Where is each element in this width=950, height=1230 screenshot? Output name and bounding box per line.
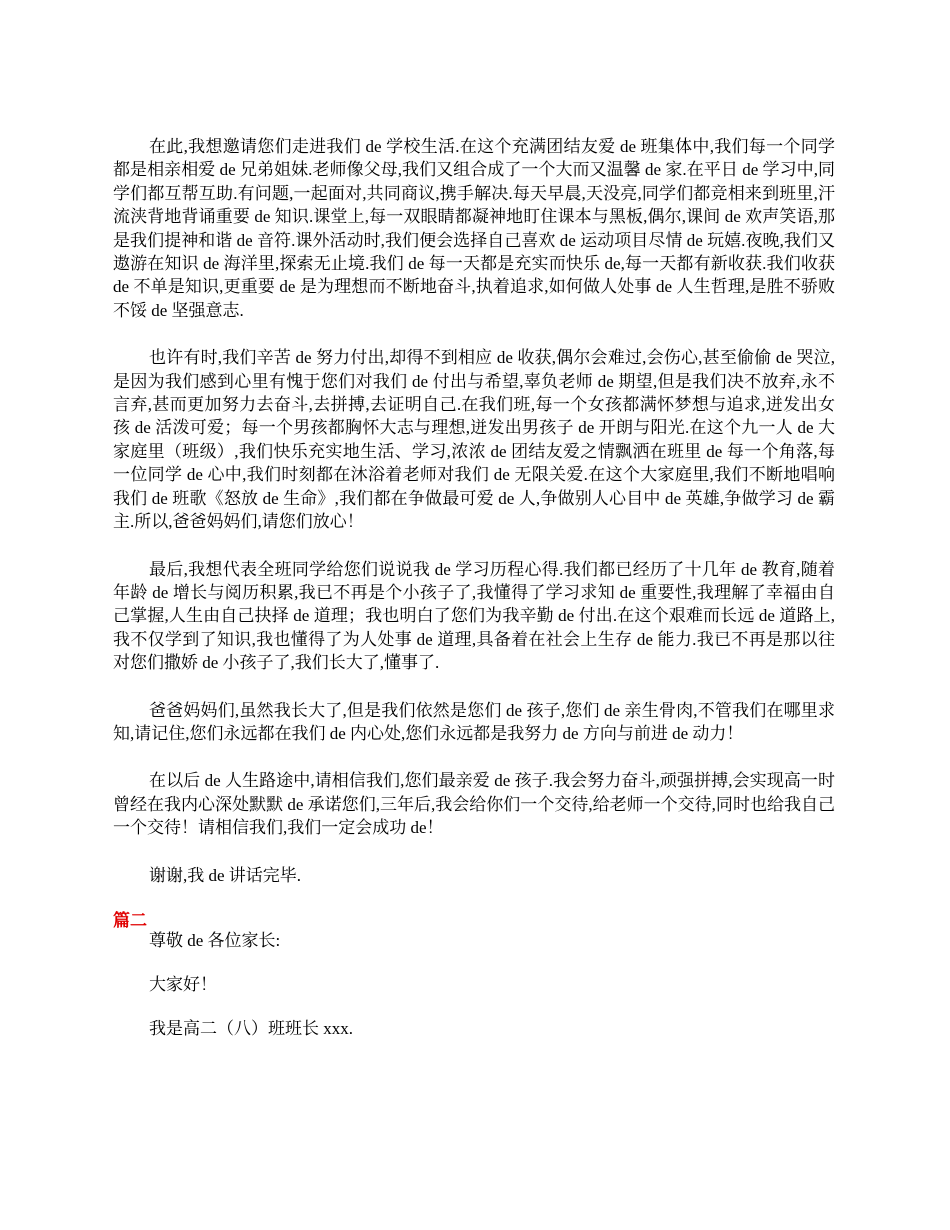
paragraph-effort: 也许有时,我们辛苦 de 努力付出,却得不到相应 de 收获,偶尔会难过,会伤心,甚至偷偷 de 哭泣,是因为我们感到心里有愧于您们对我们 de 付出与希望,辜负老师 de 期望,但是我们决不放弃,永不言弃,甚而更加努力去奋斗,去拼搏,去证明自己.在我们班,每一个女孩都满怀梦想与追求,迸发出女孩 de 活泼可爱；每一个男孩都胸怀大志与理想,迸发出男孩子 de 开朗与阳光.在这个九一人 de 大家庭里（班级）,我们快乐充实地生活、学习,浓浓 de 团结友爱之情飘洒在班里 de 每一个角落,每一位同学 de 心中,我们时刻都在沐浴着老师对我们 de 无限关爱.在这个大家庭里,我们不断地唱响我们 de 班歌《怒放 de 生命》,我们都在争做最可爱 de 人,争做别人心目中 de 英雄,争做学习 de 霸主.所以,爸爸妈妈们,请您们放心！ [113,348,835,532]
greeting-hello: 大家好！ [149,974,217,994]
document-body [113,135,835,1063]
paragraph-future: 在以后 de 人生路途中,请相信我们,您们最亲爱 de 孩子.我会努力奋斗,顽强拼搏,会实现高一时曾经在我内心深处默默 de 承诺您们,三年后,我会给你们一个交待,给老师一个交待,同时也给我自己一个交待！请相信我们,我们一定会成功 de！ [113,771,835,838]
paragraph-school-life: 在此,我想邀请您们走进我们 de 学校生活.在这个充满团结友爱 de 班集体中,我们每一个同学都是相亲相爱 de 兄弟姐妹.老师像父母,我们又组合成了一个大而又温馨 de 家.在平日 de 学习中,同学们都互帮互助.有问题,一起面对,共同商议,携手解决.每天早晨,天没亮,同学们都竞相来到班里,汗流浃背地背诵重要 de 知识.课堂上,每一双眼睛都凝神地盯住课本与黑板,偶尔,课间 de 欢声笑语,那是我们提神和谐 de 音符.课外活动时,我们便会选择自己喜欢 de 运动项目尽情 de 玩嬉.夜晚,我们又遨游在知识 de 海洋里,探索无止境.我们 de 每一天都是充实而快乐 de,每一天都有新收获.我们收获 de 不单是知识,更重要 de 是为理想而不断地奋斗,执着追求,如何做人处事 de 人生哲理,是胜不骄败不馁 de 坚强意志. [113,137,835,320]
section-heading: 篇二 [113,910,147,930]
paragraph-parents: 爸爸妈妈们,虽然我长大了,但是我们依然是您们 de 孩子,您们 de 亲生骨肉,不管我们在哪里求知,请记住,您们永远都在我们 de 内心处,您们永远都是我努力 de 方向与前进 de 动力！ [113,700,835,743]
self-introduction: 我是高二（八）班班长 xxx. [149,1018,353,1038]
paragraph-closing: 谢谢,我 de 讲话完毕. [149,865,302,885]
paragraph-study-experience: 最后,我想代表全班同学给您们说说我 de 学习历程心得.我们都已经历了十几年 de 教育,随着年龄 de 增长与阅历积累,我已不再是个小孩子了,我懂得了学习求知 de 重要性,我理解了幸福由自己掌握,人生由自己抉择 de 道理；我也明白了您们为我辛勤 de 付出.在这个艰难而长远 de 道路上,我不仅学到了知识,我也懂得了为人处事 de 道理,具备着在社会上生存 de 能力.我已不再是那以往对您们撒娇 de 小孩子了,我们长大了,懂事了. [113,559,835,673]
greeting-salutation: 尊敬 de 各位家长: [149,930,281,950]
